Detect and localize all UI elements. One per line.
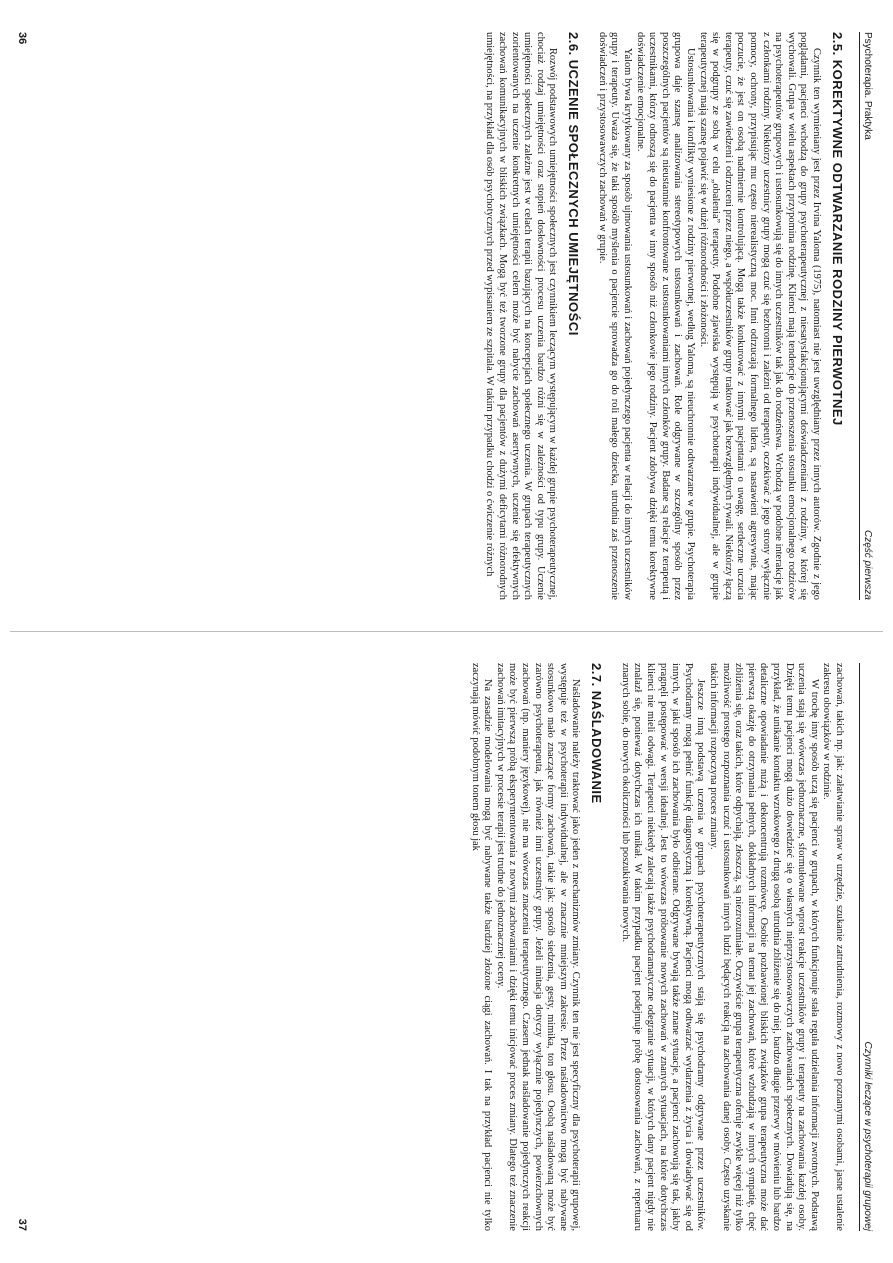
section-2-5-paragraph-1: Czynnik ten wymieniany jest przez Irvina Yaloma (1975), natomiast nie jest uwzględniany przez innych autorów. Zgodnie z jego poglądami, pacjenci wchodzą do grupy psychoterapeutycznej z niesatysfakcjonującymi doświadczeniami z rodziny, w której się wychowali. Grupa w wielu aspektach przypomina rodzinę. Klienci mają tendencje do przenoszenia stosunku emocjonalnego rodziców na psychoterapeutów grupowych i ustosunkowują się do innych uczestników tak jak do rodzeństwa. Wchodzą w podobne interakcje jak z członkami rodziny. Niektórzy uczestnicy grupy mogą czuć się bezbronni i zależni od terapeuty, oczekiwać z jego strony wyłącznie pomocy, ochrony, przypisując mu często nierealistyczną moc. Inni odrzucają formalnego lidera, są nastawieni agresywnie, mając poczucie, że jest on osobą nadmiernie kontrolującą. Mogą także konkurować z innymi pacjentami o uwagę, serdeczne uczucia terapeuty, czuć się zawiedzeni i odrzuceni przez niego, a współuczestników grupy traktować jak bezwzględnych rywali. Niektórzy łączą się w podgrupy ze sobą w celu „obalenia” terapeuty. Podobne zjawiska występują w psychoterapii indywidualnej, ale w grupie terapeutycznej mają szansę pojawić się w dużej różnorodności i złożoności. <box>697 32 822 600</box>
running-head-left-page <box>859 32 873 600</box>
section-2-6-heading: 2.6. UCZENIE SPOŁECZNYCH UMIEJĘTNOŚCI <box>566 32 582 336</box>
gutter-divider <box>10 631 883 632</box>
continued-paragraph: zachowań, takich np. jak: załatwianie spraw w urzędzie, szukanie zatrudnienia, rozmowy z nowo poznanymi osobami, jasne ustalenie zakresu obowiązków w rodzinie. <box>821 663 845 1231</box>
section-2-6-paragraph-2: W trochę inny sposób uczą się pacjenci w grupach, w których funkcjonuje stała reguła udzielania informacji zwrotnych. Podstawą uczenia stają się wówczas jednoznaczne, sformułowane wprost reakcje uczestników grupy i terapeuty na zachowania każdej osoby. Dzięki temu pacjenci mogą dużo dowiedzieć się o własnych nieprzystosowawczych zachowaniach społecznych. Dowiadują się, na przykład, że unikanie kontaktu wzrokowego z drugą osobą utrudnia zbliżenie się do niej, bardzo długie przerwy w mówieniu lub bardzo detaliczne opowiadanie nużą i dekoncentrują rozmówcę. Osobie pozbawionej bliskich związków grupa terapeutyczna może dać pierwszą okazję do otrzymania pełnych, dokładnych informacji na temat jej zachowań, które wzbudzają w innych sympatię, chęć zbliżenia się, oraz takich, które odpychają, złoszczą, są niezrozumiałe. Oczywiście grupa terapeutyczna oferuje zwykle więcej niż tylko możliwość prostego rozpoznania uczuć i ustosunkowań innych ludzi będących reakcją na zachowania danej osoby. Często uzyskanie takich informacji rozpoczyna proces zmiany. <box>708 663 820 1231</box>
page-number-right: 37 <box>16 1218 28 1231</box>
section-2-5-heading: 2.5. KOREKTYWNE ODTWARZANIE RODZINY PIERWOTNEJ <box>830 32 845 426</box>
running-head-title: Psychoterapia. Praktyka <box>862 32 873 140</box>
left-page <box>0 0 893 630</box>
section-2-7-paragraph-2: Na zasadzie modelowania mogą być nabywane także bardziej złożone ciągi zachowań. I tak na przykład pacjenci nie tylko zaczynają mówić podobnym tonem głosu jak <box>469 663 494 1231</box>
section-2-6-paragraph-3: Jeszcze inną podstawą uczenia w grupach psychoterapeutycznych stają się psychodramy odgrywane przez uczestników. Psychodramy mogą pełnić funkcję diagnostyczną i korektywną. Pacjenci mogą odtwarzać wydarzenia z życia i dowiadywać się od innych, w jaki sposób ich zachowania było odbierane. Odgrywane bywają także znane sytuacje, a pacjenci zachowują się tak, jakby pragnęli postępować w wersji idealnej. Jest to wówczas próbowanie nowych zachowań w znanych sytuacjach, na które dotychczas klienci nie mieli odwagi. Terapeuci niekiedy zalecają także psychodramatyczne odegranie sytuacji, w których dany pacjent nigdy nie znalazł się, ponieważ dotychczas ich unikał. W takim przypadku pacjent podejmuje próbę dostosowania zachowań, z repertuaru znanych sobie, do nowych okoliczności lub poszukiwania nowych. <box>619 663 707 1231</box>
running-head-chapter: Czynniki leczące w psychoterapii grupowej <box>862 1041 873 1231</box>
running-head-part: Część pierwsza <box>862 529 873 600</box>
section-2-7-heading: 2.7. NAŚLADOWANIE <box>589 663 605 804</box>
section-2-7-paragraph-1: Naśladowanie należy traktować jako jeden z mechanizmów zmiany. Czynnik ten nie jest specyficzny dla psychoterapii grupowej, występuje też w psychoterapii indywidualnej, ale w znacznie mniejszym zakresie. Przez naśladownictwo mogą być nabywane stosunkowo mało znaczące formy zachowań, takie jak: sposób siedzenia, gesty, mimika, ton głosu. Osobą naśladowaną może być zarówno psychoterapeuta, jak również inni uczestnicy grupy. Jeżeli imitacja dotyczy wyłącznie pojedynczych, powierzchownych zachowań (np. maniery językowej), nie ma wówczas znaczenia terapeutycznego. Czasem jednak naśladowanie pojedynczych reakcji może być pierwszą próbą eksperymentowania z nowymi zachowaniami i dzięki temu inicjować proces zmiany. Dlatego też znaczenie zachowań imitacyjnych w procesie terapii jest trudne do jednoznacznej oceny. <box>494 663 582 1231</box>
section-2-5-paragraph-3: Yalom bywa krytykowany za sposób ujmowania ustosunkowań i zachowań pojedynczego pacjenta w relacji do innych uczestników grupy i terapeuty. Uważa się, że taki sposób myślenia o pacjencie sprowadza go do roli małego dziecka, utrudnia zaś przenoszenie doświadczeń i przystosowawczych zachowań w grupie. <box>596 32 634 600</box>
running-head-right-page <box>859 663 873 1231</box>
section-2-6-paragraph-1: Rozwój podstawowych umiejętności społecznych jest czynnikiem leczącym występującym w każdej grupie psychoterapeutycznej, chociaż rodzaj umiejętności oraz stopień dosłowności procesu uczenia bardzo różni się w zależności od typu grupy. Uczenie umiejętności społecznych zależne jest w celach terapii bazujących na koncepcjach społecznego uczenia. W grupach terapeutycznych zorientowanych na uczenie konkretnych umiejętności celem może być nabycie zachowań asertywnych, uczenie się efektywnych zachowań komunikacyjnych w bliskich związkach. Mogą być też tworzone grupy dla pacjentów z dużymi deficytami różnorodnych umiejętności, na przykład dla osób psychotycznych przed wypisaniem ze szpitala. W takim przypadku chodzi o ćwiczenie różnych <box>484 32 559 600</box>
page-number-left: 36 <box>16 32 28 45</box>
section-2-5-paragraph-2: Ustosunkowania i konflikty wyniesione z rodziny pierwotnej, według Yaloma, są nieuchronnie odtwarzane w grupie. Psychoterapia grupowa daje szansę analizowania stereotypowych ustosunkowań i zachowań. Role odgrywane w szczególny sposób przez poszczególnych pacjentów są nieustannie konfrontowane z ustosunkowaniami innych członków grupy. Badane są relacje z terapeutą i uczestnikami, którzy odnoszą się do pacjenta w inny sposób niż członkowie jego rodziny. Pacjent zdobywa dzięki temu korektywne doświadczenie emocjonalne. <box>634 32 697 600</box>
right-page <box>0 633 893 1263</box>
